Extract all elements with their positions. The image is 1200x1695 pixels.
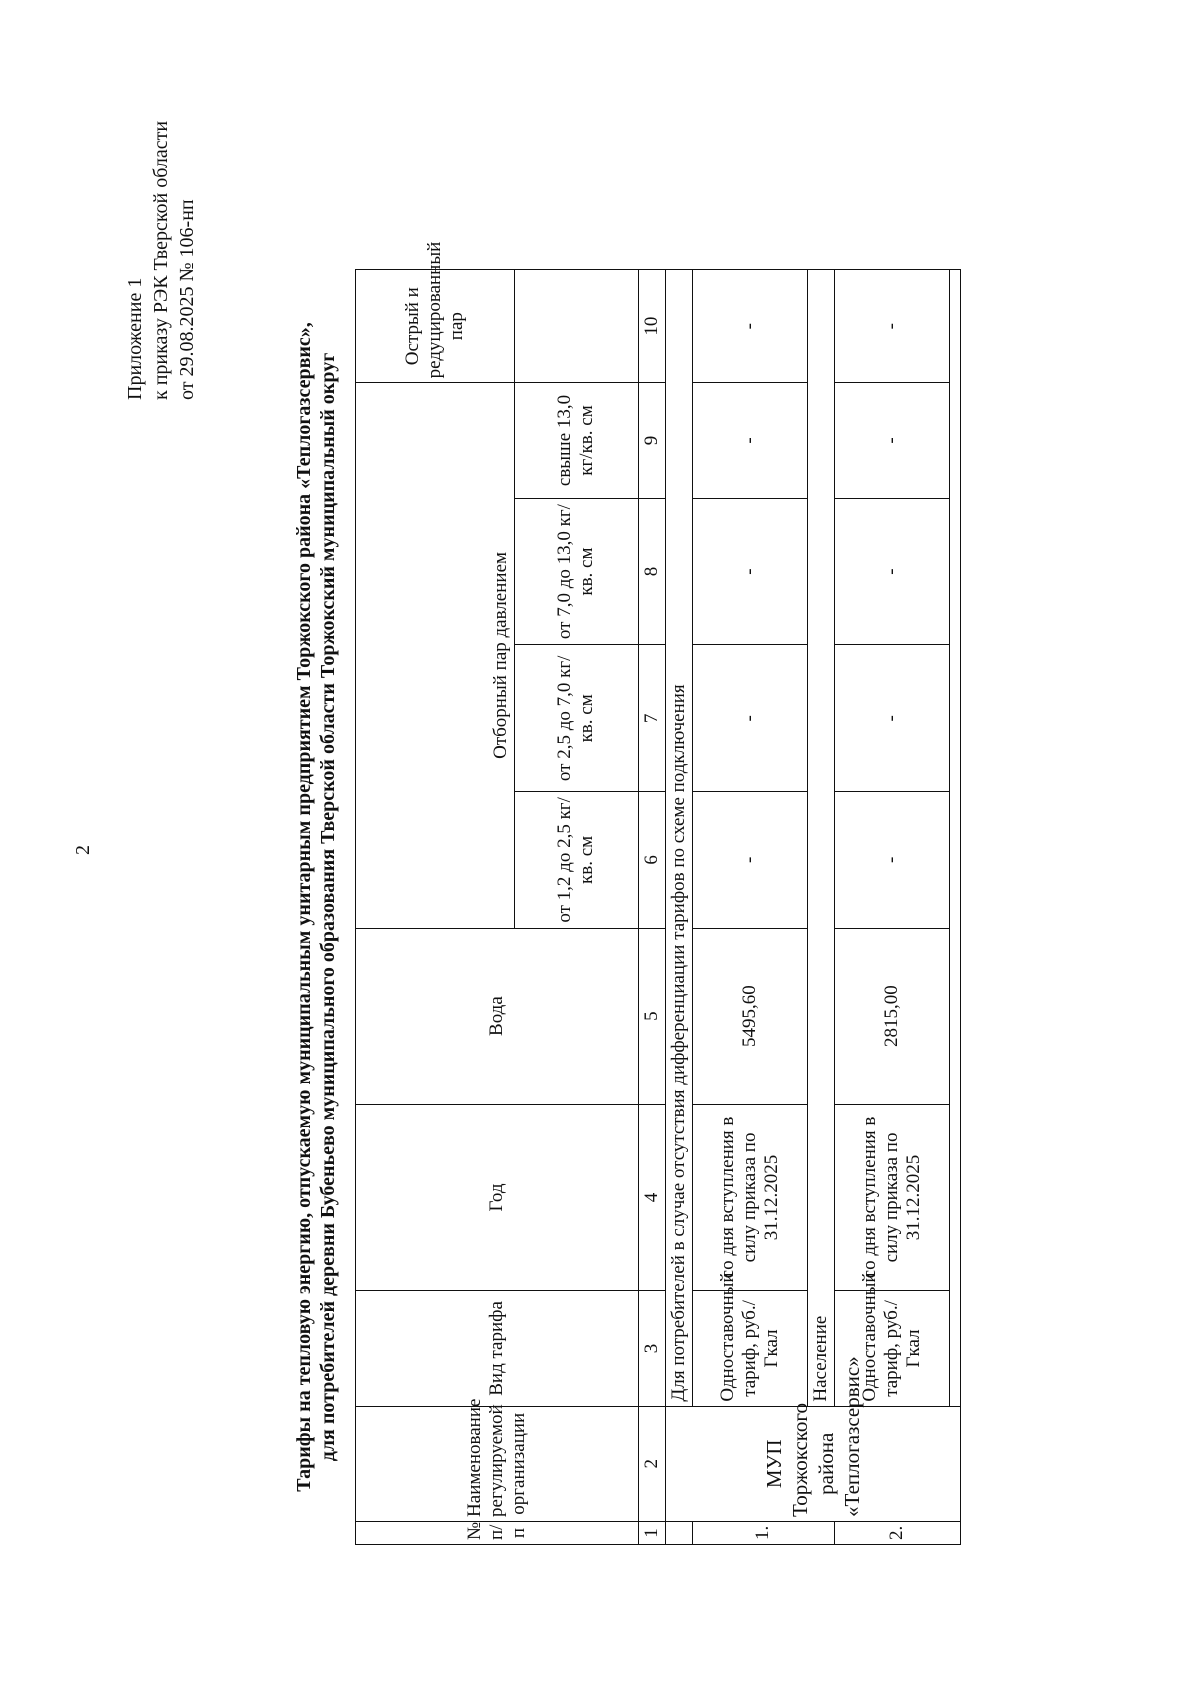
- col-number: 2: [638, 1406, 665, 1521]
- group-label-general: Для потребителей в случае отсутствия дифференциации тарифов по схеме подключения: [665, 270, 692, 1407]
- title-line-2: для потребителей деревни Бубеньево муниципального образования Тверской области Торжокский муниципальный округ: [317, 352, 339, 1462]
- tariff-table: [355, 241, 961, 1545]
- pressure-4-value: -: [692, 383, 807, 498]
- year-cell: со дня вступления в силу приказа по 31.12.2025: [692, 1104, 807, 1291]
- water-value: 5495,60: [692, 928, 807, 1104]
- appendix-block: [122, 121, 200, 400]
- appendix-line-2: к приказу РЭК Тверской области: [150, 120, 172, 400]
- tariff-type-cell: Одноставочный тариф, руб./Гкал: [834, 1291, 949, 1406]
- header-year: Год: [356, 1104, 639, 1291]
- col-number: 7: [638, 645, 665, 792]
- table-bottom-spacer: [949, 270, 960, 1407]
- page-number: 2: [72, 845, 94, 855]
- header-pressure-2: от 2,5 до 7,0 кг/кв. см: [514, 645, 638, 792]
- row-number: 1.: [692, 1521, 834, 1544]
- sharp-steam-value: -: [834, 270, 949, 383]
- group-label-population: Население: [807, 270, 834, 1407]
- sharp-steam-value: -: [692, 270, 807, 383]
- header-sharp-spacer: [514, 270, 638, 383]
- header-num: № п/п: [356, 1521, 639, 1544]
- table-row: [692, 270, 807, 1545]
- pressure-1-value: -: [834, 792, 949, 928]
- appendix-line-3: от 29.08.2025 № 106-нп: [176, 199, 198, 400]
- title-line-1: Тарифы на тепловую энергию, отпускаемую муниципальным унитарным предприятием Торжокского района «Теплогазсервис»,: [293, 322, 315, 1492]
- appendix-line-1: Приложение 1: [124, 277, 146, 400]
- pressure-4-value: -: [834, 383, 949, 498]
- table-row: [834, 270, 949, 1545]
- pressure-2-value: -: [834, 645, 949, 792]
- pressure-3-value: -: [692, 498, 807, 645]
- header-pressure-1: от 1,2 до 2,5 кг/кв. см: [514, 792, 638, 928]
- header-steam-spacer: [356, 383, 488, 928]
- header-org: Наименование регулируемой организации: [356, 1406, 639, 1521]
- pressure-3-value: -: [834, 498, 949, 645]
- col-number: 10: [638, 270, 665, 383]
- header-pressure-3: от 7,0 до 13,0 кг/кв. см: [514, 498, 638, 645]
- water-value: 2815,00: [834, 928, 949, 1104]
- col-number: 3: [638, 1291, 665, 1406]
- document-title: [292, 262, 340, 1552]
- tariff-type-cell: Одноставочный тариф, руб./Гкал: [692, 1291, 807, 1406]
- organization-name: МУП Торжокского района «Теплогазсервис»: [665, 1406, 960, 1521]
- pressure-1-value: -: [692, 792, 807, 928]
- header-sharp-steam: Острый и редуцированный пар: [356, 270, 515, 383]
- col-number: 4: [638, 1104, 665, 1291]
- pressure-2-value: -: [692, 645, 807, 792]
- year-cell: со дня вступления в силу приказа по 31.12.2025: [834, 1104, 949, 1291]
- col-number: 9: [638, 383, 665, 498]
- header-water: Вода: [356, 928, 639, 1104]
- header-tariff-type: Вид тарифа: [356, 1291, 639, 1406]
- col-number: 8: [638, 498, 665, 645]
- header-pressure-4: свыше 13,0 кг/кв. см: [514, 383, 638, 498]
- col-number: 6: [638, 792, 665, 928]
- group-row-spacer: [665, 1521, 692, 1544]
- row-number: 2.: [834, 1521, 960, 1544]
- col-number: 5: [638, 928, 665, 1104]
- col-number: 1: [638, 1521, 665, 1544]
- header-steam: Отборный пар давлением: [488, 383, 515, 928]
